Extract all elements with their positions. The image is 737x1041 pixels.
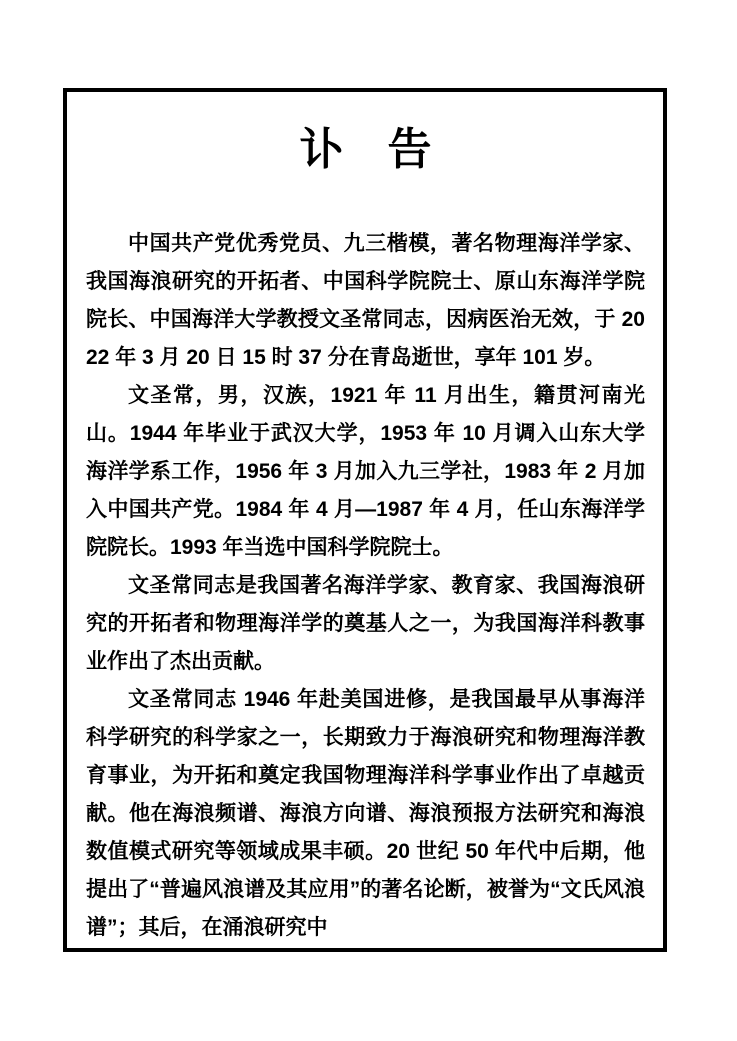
obituary-paragraph-contributions-summary: 文圣常同志是我国著名海洋学家、教育家、我国海浪研究的开拓者和物理海洋学的奠基人之一，为我国海洋科教事业作出了杰出贡献。 [86, 573, 645, 673]
obituary-paragraph-biography: 文圣常，男，汉族，1921 年 11 月出生，籍贯河南光山。1944 年毕业于武汉大学，1953 年 10 月调入山东大学海洋学系工作，1956 年 3 月加入九三学社，1983 年 2 月加入中国共产党。1984 年 4 月—1987 年 4 月，任山东海洋学院院长。1993 年当选中国科学院院士。 [86, 383, 645, 559]
obituary-paragraph-announcement: 中国共产党优秀党员、九三楷模，著名物理海洋学家、我国海浪研究的开拓者、中国科学院院士、原山东海洋学院院长、中国海洋大学教授文圣常同志，因病医治无效，于 2022 年 3 月 20 日 15 时 37 分在青岛逝世，享年 101 岁。 [86, 231, 645, 369]
obituary-paragraph-scientific-achievements: 文圣常同志 1946 年赴美国进修，是我国最早从事海洋科学研究的科学家之一，长期致力于海浪研究和物理海洋教育事业，为开拓和奠定我国物理海洋科学事业作出了卓越贡献。他在海浪频谱、海浪方向谱、海浪预报方法研究和海浪数值模式研究等领域成果丰硕。20 世纪 50 年代中后期，他提出了“普遍风浪谱及其应用”的著名论断，被誉为“文氏风浪谱”；其后，在涌浪研究中 [86, 687, 645, 939]
document-title: 讣 告 [299, 125, 432, 174]
document-border-frame [63, 88, 667, 952]
